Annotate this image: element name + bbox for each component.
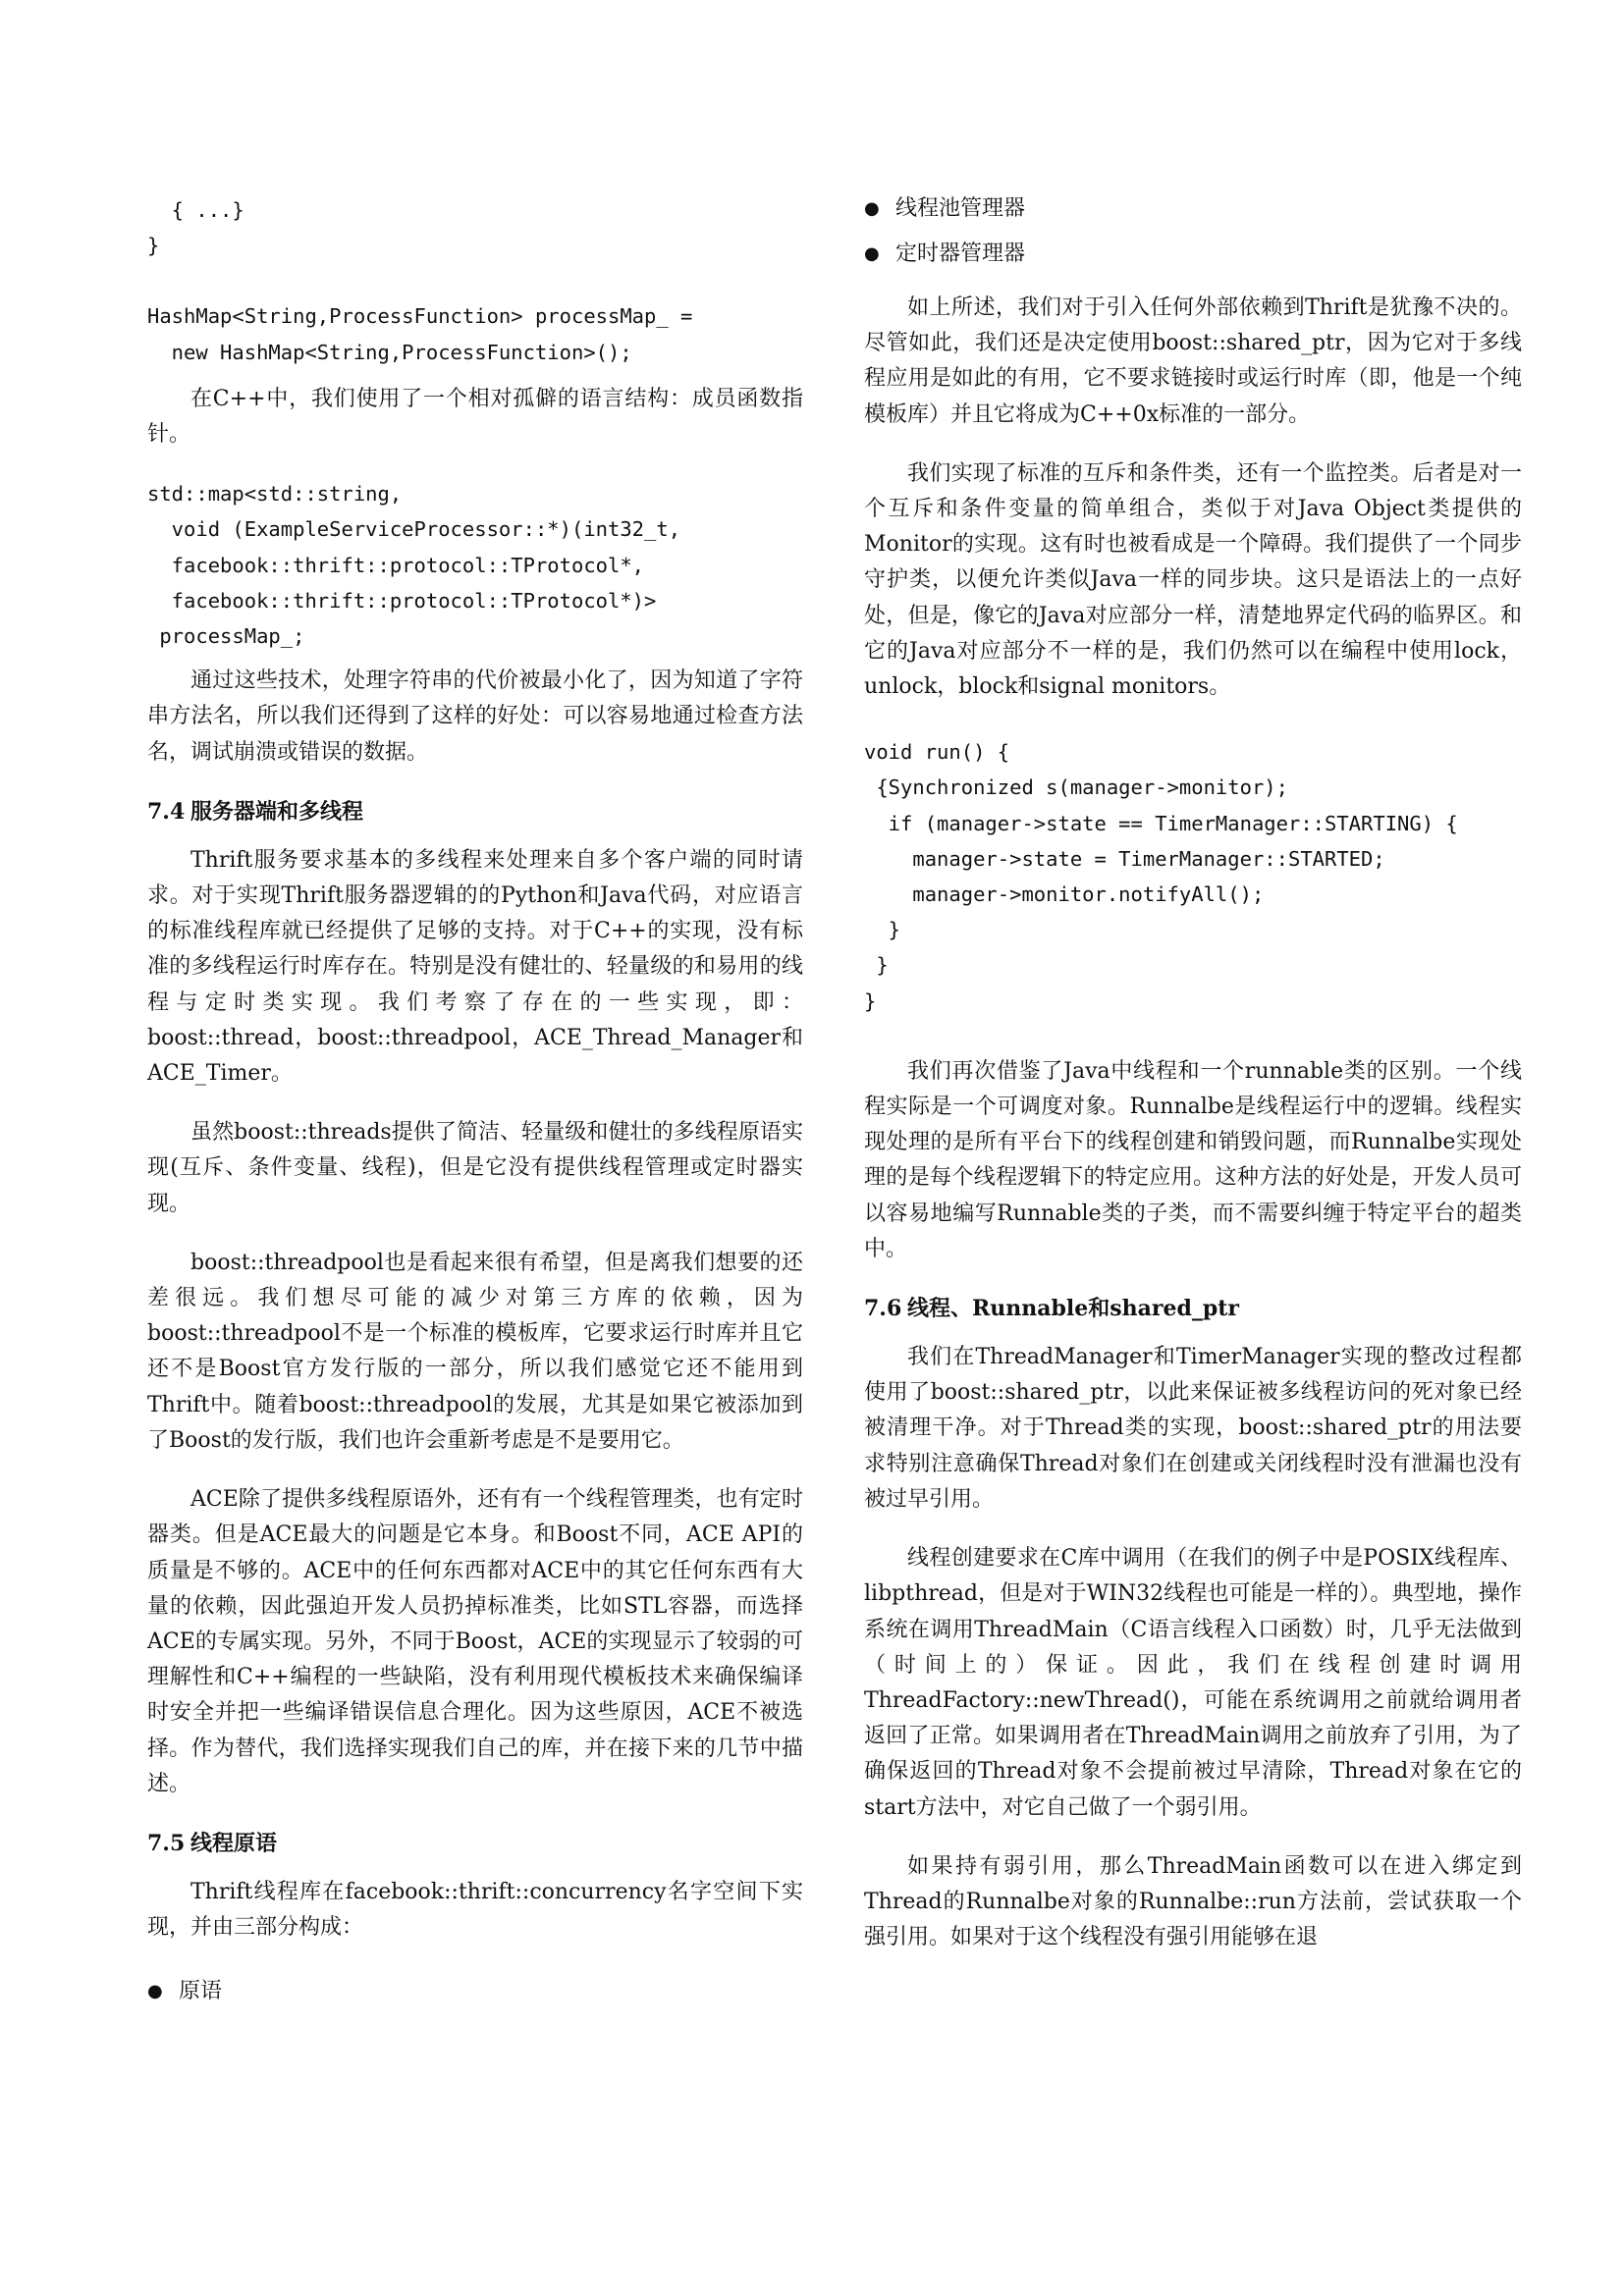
section-heading-7-4	[147, 794, 803, 829]
paragraph: 如果持有弱引用，那么ThreadMain函数可以在进入绑定到Thread的Runnalbe对象的Runnalbe::run方法前，尝试获取一个强引用。如果对于这个线程没有强引用能够在退	[864, 1853, 1522, 1950]
paragraph: 在C++中，我们使用了一个相对孤僻的语言结构：成员函数指针。	[147, 386, 803, 448]
code-block: HashMap<String,ProcessFunction> processMap_ = new HashMap<String,ProcessFunction>();	[147, 304, 693, 364]
section-title: 线程原语	[190, 1830, 278, 1856]
section-heading-7-6	[864, 1291, 1522, 1326]
section-title: 服务器端和多线程	[190, 798, 364, 825]
code-block: std::map<std::string, void (ExampleServiceProcessor::*)(int32_t, facebook::thrift::protocol::TProtocol*, facebook::thrift::protocol::TProtocol*)> processMap_;	[147, 482, 681, 649]
component-list	[147, 1969, 803, 2014]
bullet-icon: ●	[147, 1981, 163, 2002]
component-list	[864, 187, 1522, 277]
section-number: 7.5	[147, 1830, 186, 1856]
paragraph: Thrift线程库在facebook::thrift::concurrency名字空间下实现，并由三部分构成：	[147, 1879, 803, 1941]
code-block: { ...} }	[147, 198, 244, 258]
left-column	[147, 192, 803, 2028]
paragraph: 通过这些技术，处理字符串的代价被最小化了，因为知道了字符串方法名，所以我们还得到了这样的好处：可以容易地通过检查方法名，调试崩溃或错误的数据。	[147, 668, 803, 765]
bullet-icon: ●	[864, 198, 880, 219]
paragraph: 虽然boost::threads提供了简洁、轻量级和健壮的多线程原语实现(互斥、条件变量、线程)，但是它没有提供线程管理或定时器实现。	[147, 1120, 803, 1216]
bullet-icon: ●	[864, 243, 880, 264]
paragraph: boost::threadpool也是看起来很有希望，但是离我们想要的还差很远。我们想尽可能的减少对第三方库的依赖，因为boost::threadpool不是一个标准的模板库，它要求运行时库并且它还不是Boost官方发行版的一部分，所以我们感觉它还不能用到Thrift中。随着boost::threadpool的发展，尤其是如果它被添加到了Boost的发行版，我们也许会重新考虑是不是要用它。	[147, 1250, 803, 1453]
paragraph: 我们实现了标准的互斥和条件类，还有一个监控类。后者是对一个互斥和条件变量的简单组合，类似于对Java Object类提供的Monitor的实现。这有时也被看成是一个障碍。我们提供了一个同步守护类，以便允许类似Java一样的同步块。这只是语法上的一点好处，但是，像它的Java对应部分一样，清楚地界定代码的临界区。和它的Java对应部分不一样的是，我们仍然可以在编程中使用lock，unlock，block和signal monitors。	[864, 460, 1522, 700]
right-column	[864, 187, 1522, 1979]
section-heading-7-5	[147, 1826, 803, 1861]
code-block: void run() { {Synchronized s(manager->monitor); if (manager->state == TimerManager::STARTING) { manager->state = TimerManager::STARTED; manager->monitor.notifyAll(); } } }	[864, 740, 1458, 1013]
paragraph: 我们在ThreadManager和TimerManager实现的整改过程都使用了boost::shared_ptr，以此来保证被多线程访问的死对象已经被清理干净。对于Thread类的实现，boost::shared_ptr的用法要求特别注意确保Thread对象们在创建或关闭线程时没有泄漏也没有被过早引用。	[864, 1345, 1522, 1512]
section-title: 线程、Runnable和shared_ptr	[907, 1296, 1240, 1322]
section-number: 7.4	[147, 798, 186, 825]
list-item: ● 定时器管理器	[864, 232, 1522, 277]
paragraph: 如上所述，我们对于引入任何外部依赖到Thrift是犹豫不决的。尽管如此，我们还是决定使用boost::shared_ptr，因为它对于多线程应用是如此的有用，它不要求链接时或运行时库（即，他是一个纯模板库）并且它将成为C++0x标准的一部分。	[864, 295, 1522, 427]
paragraph: Thrift服务要求基本的多线程来处理来自多个客户端的同时请求。对于实现Thrift服务器逻辑的的Python和Java代码，对应语言的标准线程库就已经提供了足够的支持。对于C++的实现，没有标准的多线程运行时库存在。特别是没有健壮的、轻量级的和易用的线程与定时类实现。我们考察了存在的一些实现，即：boost::thread，boost::threadpool，ACE_Thread_Manager和ACE_Timer。	[147, 847, 803, 1087]
paragraph: 我们再次借鉴了Java中线程和一个runnable类的区别。一个线程实际是一个可调度对象。Runnalbe是线程运行中的逻辑。线程实现处理的是所有平台下的线程创建和销毁问题，而Runnalbe实现处理的是每个线程逻辑下的特定应用。这种方法的好处是，开发人员可以容易地编写Runnable类的子类，而不需要纠缠于特定平台的超类中。	[864, 1058, 1522, 1261]
list-item: ● 线程池管理器	[864, 187, 1522, 232]
paragraph: ACE除了提供多线程原语外，还有有一个线程管理类，也有定时器类。但是ACE最大的问题是它本身。和Boost不同，ACE API的质量是不够的。ACE中的任何东西都对ACE中的其它任何东西有大量的依赖，因此强迫开发人员扔掉标准类，比如STL容器，而选择ACE的专属实现。另外，不同于Boost，ACE的实现显示了较弱的可理解性和C++编程的一些缺陷，没有利用现代模板技术来确保编译时安全并把一些编译错误信息合理化。因为这些原因，ACE不被选择。作为替代，我们选择实现我们自己的库，并在接下来的几节中描述。	[147, 1487, 803, 1796]
section-number: 7.6	[864, 1296, 902, 1322]
paragraph: 线程创建要求在C库中调用（在我们的例子中是POSIX线程库、libpthread，但是对于WIN32线程也可能是一样的）。典型地，操作系统在调用ThreadMain（C语言线程入口函数）时，几乎无法做到（时间上的）保证。因此，我们在线程创建时调用ThreadFactory::newThread()，可能在系统调用之前就给调用者返回了正常。如果调用者在ThreadMain调用之前放弃了引用，为了确保返回的Thread对象不会提前被过早清除，Thread对象在它的start方法中，对它自己做了一个弱引用。	[864, 1546, 1522, 1820]
list-item: ● 原语	[147, 1969, 803, 2014]
